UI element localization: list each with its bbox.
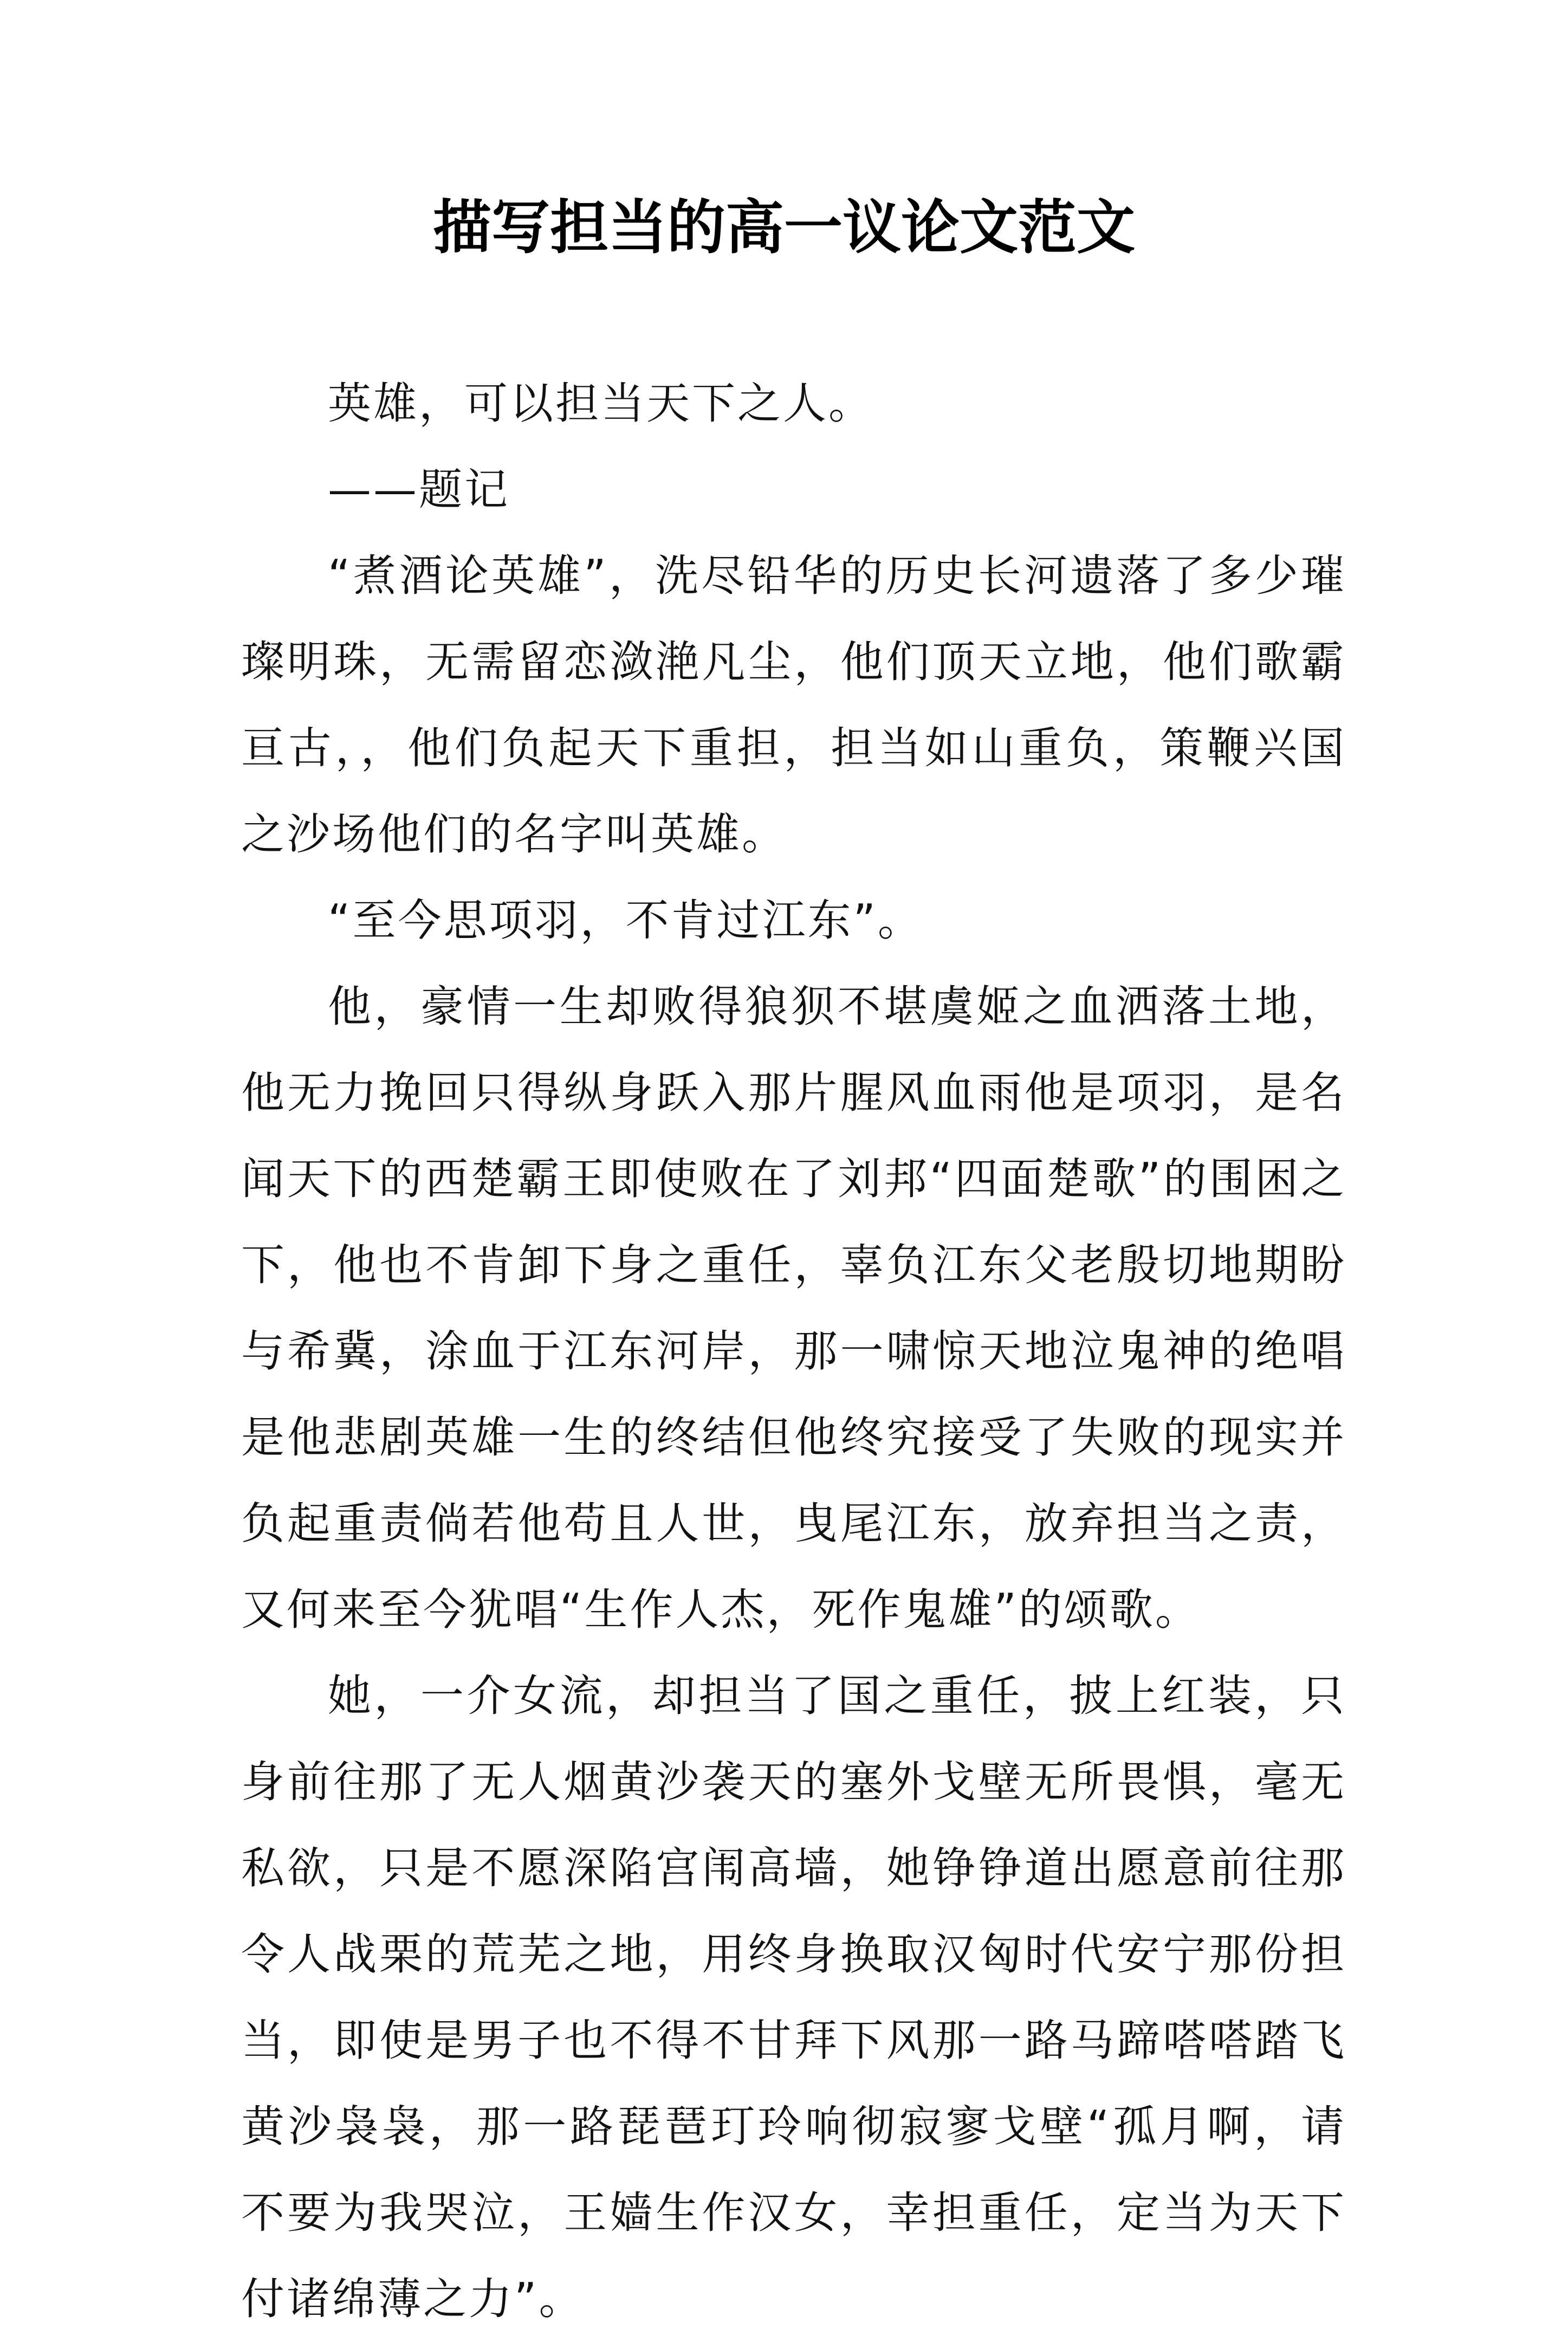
paragraph-intro: “煮酒论英雄”，洗尽铅华的历史长河遗落了多少璀璨明珠，无需留恋潋滟凡尘，他们顶天立地，他们歌霸亘古，，他们负起天下重担，担当如山重负，策鞭兴国之沙场他们的名字叫英雄。 (241, 551, 1346, 859)
paragraph-epigraph: 英雄，可以担当天下之人。 (328, 378, 874, 429)
paragraph-epigraph-attribution: ——题记 (328, 464, 510, 515)
document-body (241, 360, 1346, 2342)
paragraph-wang-zhaojun: 她，一介女流，却担当了国之重任，披上红装，只身前往那了无人烟黄沙袭天的塞外戈壁无所畏惧，毫无私欲，只是不愿深陷宫闱高墙，她铮铮道出愿意前往那令人战栗的荒芜之地，用终身换取汉匈时代安宁那份担当，即使是男子也不得不甘拜下风那一路马蹄嗒嗒踏飞黄沙袅袅，那一路琵琶玎玲响彻寂寥戈壁“孤月啊，请不要为我哭泣，王嫱生作汉女，幸担重任，定当为天下付诸绵薄之力”。 (241, 1671, 1346, 2324)
paragraph-quote: “至今思项羽，不肯过江东”。 (328, 895, 923, 946)
document-title: 描写担当的高一议论文范文 (432, 193, 1135, 262)
paragraph-xiang-yu: 他，豪情一生却败得狼狈不堪虞姬之血洒落土地，他无力挽回只得纵身跃入那片腥风血雨他是项羽，是名闻天下的西楚霸王即使败在了刘邦“四面楚歌”的围困之下，他也不肯卸下身之重任，辜负江东父老殷切地期盼与希冀，涂血于江东河岸，那一啸惊天地泣鬼神的绝唱是他悲剧英雄一生的终结但他终究接受了失败的现实并负起重责倘若他苟且人世，曳尾江东，放弃担当之责，又何来至今犹唱“生作人杰，死作鬼雄”的颂歌。 (241, 981, 1346, 1635)
